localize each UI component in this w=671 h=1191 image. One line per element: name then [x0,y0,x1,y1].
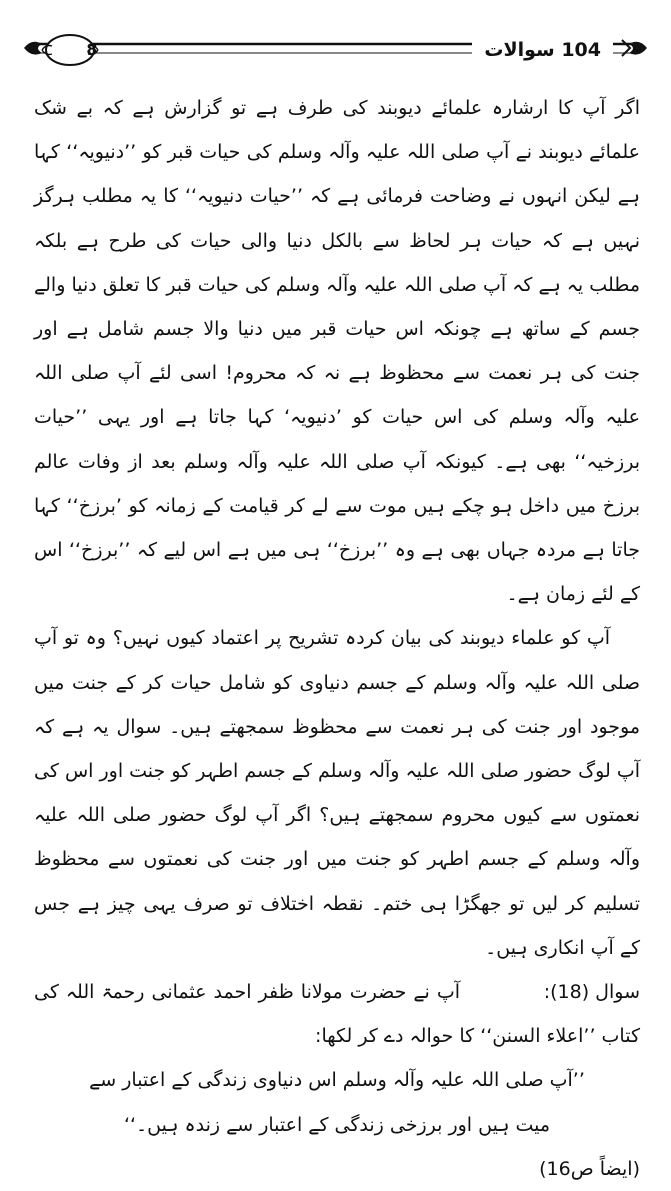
page-content [34,86,640,1191]
question-block [34,970,640,1058]
reference: (ایضاً ص16) [539,1157,640,1180]
book-title: 104 سوالات [472,34,613,66]
page-header [22,22,649,78]
question-text: آپ نے حضرت مولانا ظفر احمد عثمانی رحمۃ اللہ کی کتاب ’’اعلاء السنن‘‘ کا حوالہ دے کر لکھا: [34,981,640,1048]
question-label: سوال (18): [543,981,640,1004]
paragraph-2: آپ کو علماء دیوبند کی بیان کردہ تشریح پر اعتماد کیوں نہیں؟ وہ تو آپ صلی اللہ علیہ وآلہ وسلم کے جسم دنیاوی کو شامل حیات کر کے جنت میں موجود اور جنت کی ہر نعمت سے محظوظ سمجھتے ہیں۔ سوال یہ ہے کہ آپ لوگ حضور صلی اللہ علیہ وآلہ وسلم کے جسم اطہر کو جنت اور اس کی نعمتوں سے کیوں محروم سمجھتے ہیں؟ اگر آپ لوگ حضور صلی اللہ علیہ وآلہ وسلم کے جسم اطہر کو جنت میں اور جنت کی نعمتوں سے محظوظ تسلیم کر لیں تو جھگڑا ہی ختم۔ نقطہ اختلاف تو صرف یہی چیز ہے جس کے آپ انکاری ہیں۔ [34,627,640,959]
paragraph-1: اگر آپ کا ارشارہ علمائے دیوبند کی طرف ہے تو گزارش ہے کہ بے شک علمائے دیوبند نے آپ صلی اللہ علیہ وآلہ وسلم کی حیات قبر کو ’’دنیویہ‘‘ کہا ہے لیکن انہوں نے وضاحت فرمائی ہے کہ ’’حیات دنیویہ‘‘ کا یہ مطلب ہرگز نہیں ہے کہ حیات ہر لحاظ سے بالکل دنیا والی حیات کی طرح ہے بلکہ مطلب یہ ہے کہ آپ صلی اللہ علیہ وآلہ وسلم کی حیات قبر کا تعلق دنیا والے جسم کے ساتھ ہے چونکہ اس حیات قبر میں دنیا والا جسم شامل ہے اور جنت کی ہر نعمت سے محظوظ ہے نہ کہ محروم! اسی لئے آپ صلی اللہ علیہ وآلہ وسلم کی اس حیات کو ’دنیویہ‘ کہا جاتا ہے اور یہی ’’حیات برزخیہ‘‘ بھی ہے۔ کیونکہ آپ صلی اللہ علیہ وآلہ وسلم بعد از وفات عالم برزخ میں داخل ہو چکے ہیں موت سے لے کر قیامت کے زمانہ کو ’برزخ‘‘ کہا جاتا ہے مردہ جہاں بھی ہے وہ ’’برزخ‘‘ ہی میں ہے اس لیے کہ ’’برزخ‘‘ اس کے لئے زمان ہے۔ [34,97,640,606]
quotation: ’’آپ صلی اللہ علیہ وآلہ وسلم اس دنیاوی زندگی کے اعتبار سے میت ہیں اور برزخی زندگی کے اعتبار سے زندہ ہیں۔‘‘ [89,1069,585,1136]
page-number: 8 [86,40,98,59]
